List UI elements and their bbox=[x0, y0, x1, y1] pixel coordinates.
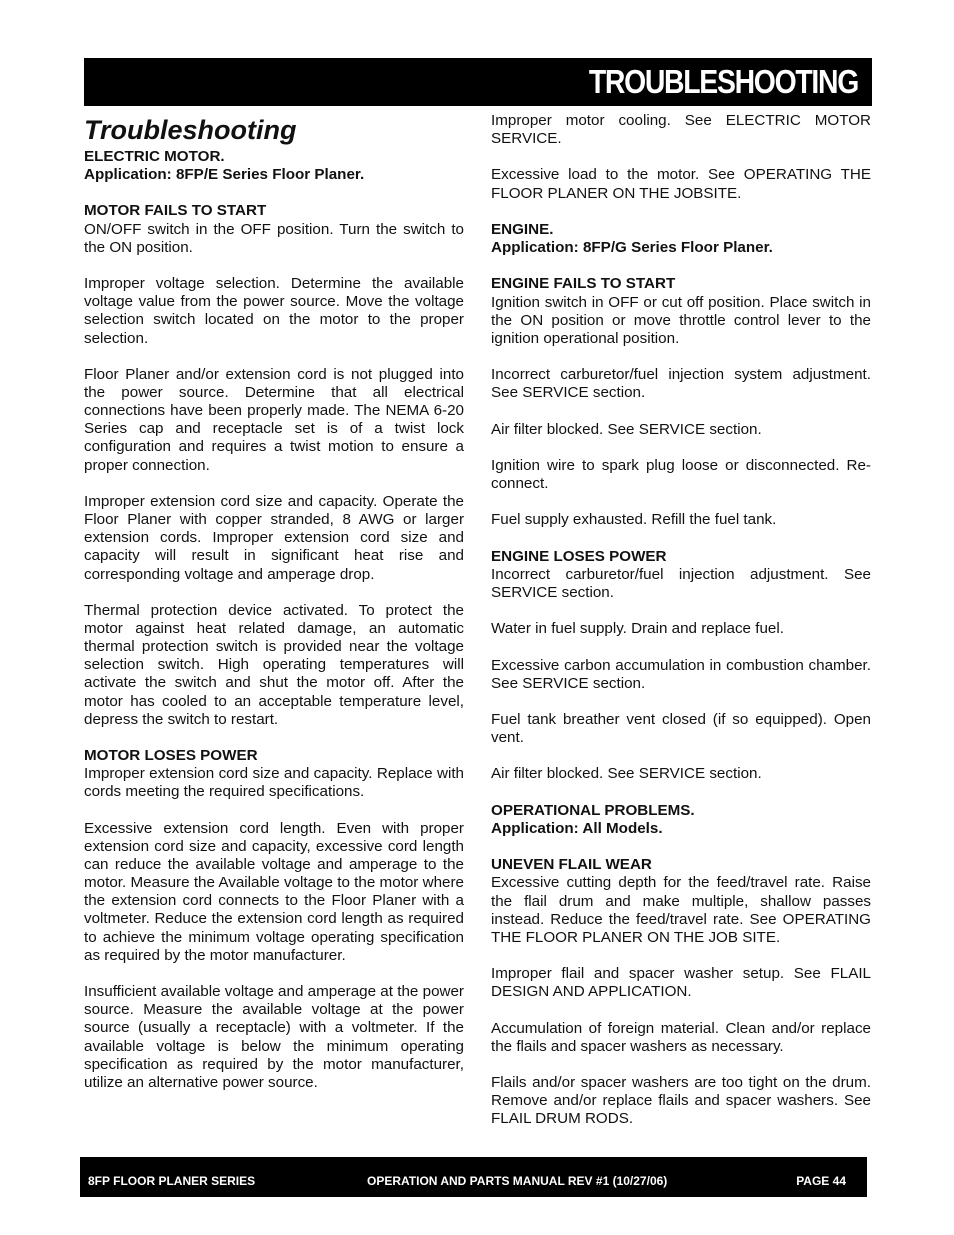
paragraph: Incorrect carburetor/fuel injection system adjustment. See SERVICE section. bbox=[491, 366, 871, 402]
paragraph: Fuel tank breather vent closed (if so equipped). Open vent. bbox=[491, 710, 871, 747]
paragraph: Improper voltage selection. Determine the available voltage value from the power source. Move the voltage selection switch located on the motor to the proper selection. bbox=[84, 275, 464, 347]
application-label: Application: 8FP/G Series Floor Planer. bbox=[491, 239, 773, 257]
heading-motor-fails: MOTOR FAILS TO START bbox=[84, 202, 267, 220]
paragraph: ON/OFF switch in the OFF position. Turn the switch to the ON position. bbox=[84, 220, 464, 256]
application-label: Application: 8FP/E Series Floor Planer. bbox=[84, 166, 365, 184]
paragraph: Excessive carbon accumulation in combustion chamber. See SERVICE section. bbox=[491, 656, 871, 692]
heading-engine-fails: ENGINE FAILS TO START bbox=[491, 275, 676, 293]
paragraph: Improper extension cord size and capacity. Replace with cords meeting the required specifications. bbox=[84, 765, 464, 801]
footer-series: 8FP FLOOR PLANER SERIES bbox=[88, 1174, 256, 1188]
footer-manual-rev: OPERATION AND PARTS MANUAL REV #1 (10/27/06) bbox=[367, 1174, 668, 1188]
right-column bbox=[491, 112, 871, 1128]
paragraph: Fuel supply exhausted. Refill the fuel tank. bbox=[491, 511, 777, 529]
subsection-title: ENGINE. bbox=[491, 220, 554, 238]
paragraph: Excessive cutting depth for the feed/travel rate. Raise the flail drum and make multiple, shallow passes instead. Reduce the feed/travel rate. See OPERATING THE FLOOR PLANER ON THE JOB SITE. bbox=[491, 874, 871, 946]
left-column bbox=[84, 114, 464, 1092]
paragraph: Air filter blocked. See SERVICE section. bbox=[491, 420, 762, 438]
header-title: TROUBLESHOOTING bbox=[588, 63, 858, 100]
paragraph: Ignition switch in OFF or cut off position. Place switch in the ON position or move throttle control lever to the ignition operational position. bbox=[491, 293, 871, 347]
paragraph: Excessive load to the motor. See OPERATING THE FLOOR PLANER ON THE JOBSITE. bbox=[491, 166, 871, 202]
heading-motor-loses-power: MOTOR LOSES POWER bbox=[84, 747, 258, 765]
paragraph: Water in fuel supply. Drain and replace fuel. bbox=[491, 620, 784, 638]
paragraph: Thermal protection device activated. To protect the motor against heat related damage, an automatic thermal protection switch is provided near the voltage selection switch. High operating temperatures will activate the switch and shut the motor off. After the motor has cooled to an acceptable temperature level, depress the switch to restart. bbox=[84, 601, 464, 728]
paragraph: Incorrect carburetor/fuel injection adjustment. See SERVICE section. bbox=[491, 565, 871, 601]
paragraph: Flails and/or spacer washers are too tight on the drum. Remove and/or replace flails and spacer washers. See FLAIL DRUM RODS. bbox=[491, 1074, 871, 1128]
header-bar bbox=[84, 58, 872, 106]
paragraph: Insufficient available voltage and amperage at the power source. Measure the available voltage at the power source (usually a receptacle) with a voltmeter. If the available voltage is below the minimum operating specification as required by the motor manufacturer, utilize an alternative power source. bbox=[84, 983, 464, 1091]
subsection-title: OPERATIONAL PROBLEMS. bbox=[491, 801, 695, 819]
subsection-title: ELECTRIC MOTOR. bbox=[84, 148, 225, 165]
heading-engine-loses-power: ENGINE LOSES POWER bbox=[491, 547, 667, 565]
heading-uneven-flail-wear: UNEVEN FLAIL WEAR bbox=[491, 856, 652, 874]
application-label: Application: All Models. bbox=[491, 819, 663, 837]
page-title: Troubleshooting bbox=[84, 115, 297, 145]
paragraph: Floor Planer and/or extension cord is not plugged into the power source. Determine that all electrical connections have been properly made. The NEMA 6-20 Series cap and receptacle set is of a twist lock configuration and requires a twist motion to ensure a proper connection. bbox=[84, 365, 464, 474]
paragraph: Improper flail and spacer washer setup. See FLAIL DESIGN AND APPLICATION. bbox=[491, 965, 871, 1001]
paragraph: Air filter blocked. See SERVICE section. bbox=[491, 765, 762, 783]
paragraph: Improper extension cord size and capacity. Operate the Floor Planer with copper stranded, 8 AWG or larger extension cords. Improper extension cord size and capacity will result in significant heat rise and corresponding voltage and amperage drop. bbox=[84, 492, 464, 583]
footer-bar bbox=[80, 1157, 867, 1197]
footer-page-number: PAGE 44 bbox=[796, 1174, 846, 1188]
paragraph: Ignition wire to spark plug loose or disconnected. Re-connect. bbox=[491, 456, 871, 493]
paragraph: Accumulation of foreign material. Clean and/or replace the flails and spacer washers as necessary. bbox=[491, 1019, 871, 1055]
paragraph: Excessive extension cord length. Even with proper extension cord size and capacity, excessive cord length can reduce the available voltage and amperage to the motor. Measure the Available voltage to the motor where the extension cord connects to the Floor Planer with a voltmeter. Reduce the extension cord length as required to achieve the minimum voltage operating specification as required by the motor manufacturer. bbox=[84, 819, 464, 964]
paragraph: Improper motor cooling. See ELECTRIC MOTOR SERVICE. bbox=[491, 112, 871, 148]
